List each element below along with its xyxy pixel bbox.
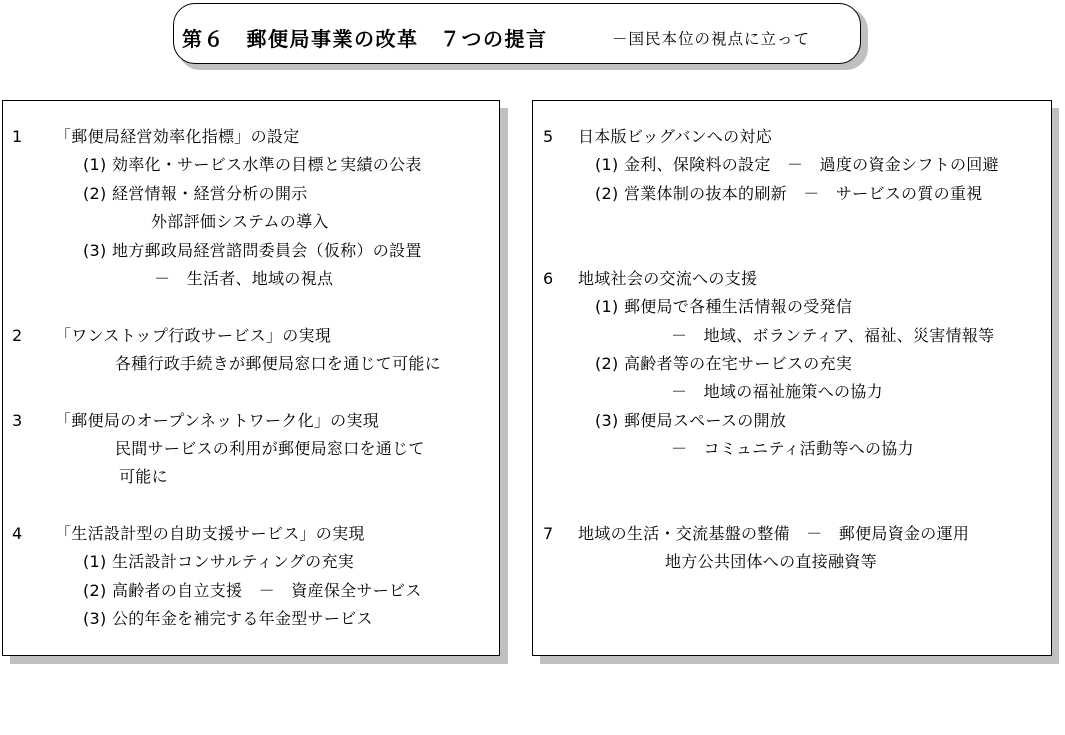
- sub-item-detail: 民間サービスの利用が郵便局窓口を通じて: [115, 439, 425, 458]
- page-title: 第６ 郵便局事業の改革 ７つの提言: [182, 27, 548, 51]
- sub-item-detail: 地方公共団体への直接融資等: [665, 552, 877, 571]
- item-heading: 地域の生活・交流基盤の整備 － 郵便局資金の運用: [578, 524, 970, 543]
- item-heading: 地域社会の交流への支援: [578, 269, 758, 288]
- sub-item: (2) 営業体制の抜本的刷新 － サービスの質の重視: [595, 184, 983, 203]
- sub-item-detail: 外部評価システムの導入: [151, 212, 329, 231]
- sub-item: (2) 高齢者等の在宅サービスの充実: [595, 354, 853, 373]
- sub-item: (1) 生活設計コンサルティングの充実: [83, 552, 355, 571]
- item-number: 3: [12, 411, 23, 430]
- sub-item-detail: － 生活者、地域の視点: [154, 269, 334, 288]
- item-number: 1: [12, 127, 23, 146]
- item-heading: 「ワンストップ行政サービス」の実現: [55, 326, 332, 345]
- sub-item: (3) 公的年金を補完する年金型サービス: [83, 609, 373, 628]
- item-heading: 「郵便局のオープンネットワーク化」の実現: [55, 411, 380, 430]
- item-number: 5: [543, 127, 554, 146]
- item-number: 2: [12, 326, 23, 345]
- title-box: [173, 3, 861, 64]
- right-panel: [532, 100, 1052, 656]
- sub-item-detail: 可能に: [119, 467, 168, 486]
- item-number: 4: [12, 524, 23, 543]
- page-subtitle: －国民本位の視点に立って: [612, 30, 811, 48]
- item-heading: 「生活設計型の自助支援サービス」の実現: [55, 524, 365, 543]
- sub-item: (2) 経営情報・経営分析の開示: [83, 184, 308, 203]
- sub-item: (1) 金利、保険料の設定 － 過度の資金シフトの回避: [595, 155, 999, 174]
- item-heading: 日本版ビッグバンへの対応: [578, 127, 773, 146]
- sub-item-detail: － コミュニティ活動等への協力: [671, 439, 914, 458]
- sub-item-detail: － 地域、ボランティア、福祉、災害情報等: [671, 326, 995, 345]
- item-number: 6: [543, 269, 554, 288]
- item-number: 7: [543, 524, 554, 543]
- sub-item: (2) 高齢者の自立支援 － 資産保全サービス: [83, 581, 422, 600]
- sub-item: (3) 郵便局スペースの開放: [595, 411, 787, 430]
- left-panel: [2, 100, 500, 656]
- sub-item: (1) 効率化・サービス水準の目標と実績の公表: [83, 155, 422, 174]
- sub-item: (1) 郵便局で各種生活情報の受発信: [595, 297, 853, 316]
- sub-item-detail: 各種行政手続きが郵便局窓口を通じて可能に: [115, 354, 442, 373]
- sub-item-detail: － 地域の福祉施策への協力: [671, 382, 883, 401]
- sub-item: (3) 地方郵政局経営諮問委員会（仮称）の設置: [83, 241, 422, 260]
- item-heading: 「郵便局経営効率化指標」の設定: [55, 127, 300, 146]
